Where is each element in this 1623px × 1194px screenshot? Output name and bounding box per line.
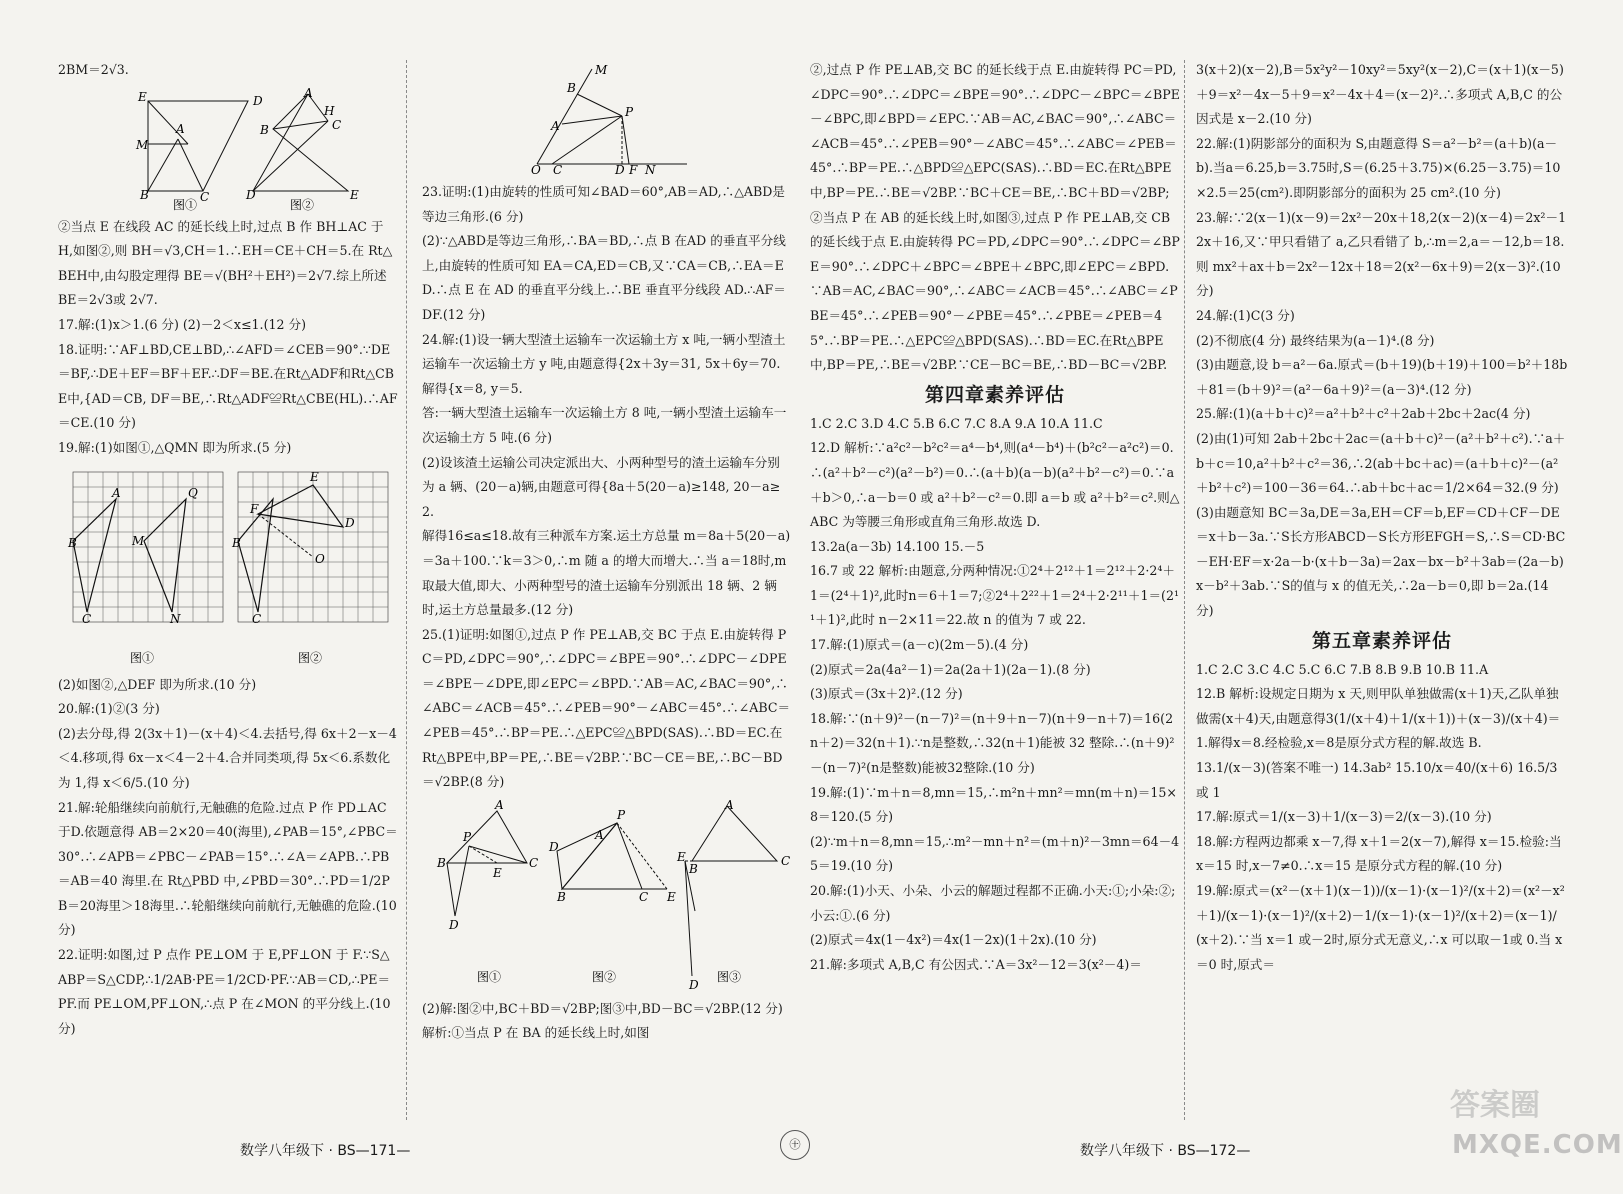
svg-text:D: D: [345, 515, 355, 530]
answer-text: 答:一辆大型渣土运输车一次运输土方 8 吨,一辆小型渣土运输车一次运输土方 5 吨.(6 分): [422, 405, 787, 445]
svg-text:B: B: [567, 81, 576, 95]
svg-text:C: C: [200, 189, 210, 204]
column-1: [58, 58, 398, 1128]
svg-text:N: N: [645, 163, 656, 177]
answer-text: 解得{x＝8, y＝5.: [422, 380, 523, 396]
svg-text:A: A: [595, 827, 604, 842]
answer-text: 21.解:多项式 A,B,C 有公因式.∵A＝3x²－12＝3(x²－4)＝: [810, 956, 1142, 972]
svg-text:N: N: [170, 611, 181, 626]
svg-text:M: M: [595, 63, 608, 77]
watermark-logo: 答案圈: [1450, 1088, 1540, 1123]
column-4: [1196, 58, 1568, 1128]
svg-text:C: C: [781, 853, 791, 868]
watermark-url: MXQE.COM: [1452, 1130, 1623, 1160]
grid-figure: [68, 467, 388, 667]
answer-text: 20.解:(1)小天、小朵、小云的解题过程都不正确.小天:①;小朵:②;小云:①.(6 分): [810, 883, 1176, 923]
svg-text:A: A: [304, 85, 313, 100]
answer-text: 3(x＋2)(x－2),B＝5x²y²－10xy²＝5xy²(x－2),C＝(x＋1)(x－5)＋9＝x²－4x－5＋9＝x²－4x＋4＝(x－2)².∴多项式 A,B,C 的公因式是 x－2.(10 分): [1196, 62, 1564, 127]
triangle-figures: [427, 797, 791, 992]
svg-text:M: M: [132, 533, 145, 548]
answer-text: 13.2a(a－3b) 14.100 15.－5: [810, 538, 985, 554]
answer-text: 23.解:∵2(x－1)(x－9)＝2x²－20x＋18,2(x－2)(x－4)＝2x²－12x＋16,又∵甲只看错了 a,乙只看错了 b,∴m＝2,a＝－12,b＝18.则 mx²＋ax＋b＝2x²－12x＋18＝2(x²－6x＋9)＝2(x－3)².(10 分): [1196, 209, 1567, 299]
answer-text: 19.解:原式＝(x²－(x＋1)(x－1))/(x－1)·(x－1)²/(x＋2)＝(x²－x²＋1)/(x－1)·(x－1)²/(x＋2)－1/(x－1)·(x－1)²/(x＋2)＝(x－1)/(x＋2).∵当 x＝1 或－2时,原分式无意义,∴x 可以取－1或 0.当 x＝0 时,原式＝: [1196, 883, 1565, 972]
answer-text: 18.证明:∵AF⊥BD,CE⊥BD,∴∠AFD＝∠CEB＝90°.∵DE＝BF,∴DE＋EF＝BF＋EF.∴DF＝BE.在Rt△ADF和Rt△CBE中,{AD＝CB, DF＝BE,∴Rt△ADF≌Rt△CBE(HL).∴AF＝CE.(10 分): [58, 341, 398, 431]
figure-caption: 图②: [298, 650, 323, 665]
answer-text: 22.解:(1)阴影部分的面积为 S,由题意得 S＝a²－b²＝(a＋b)(a－b).当a＝6.25,b＝3.75时,S＝(6.25＋3.75)×(6.25－3.75)＝10×2.5＝25(cm²).即阴影部分的面积为 25 cm².(10 分): [1196, 135, 1561, 200]
svg-text:B: B: [689, 861, 698, 876]
column-divider: [406, 60, 407, 1120]
svg-text:B: B: [557, 889, 566, 904]
answer-text: 13.1/(x－3)(答案不唯一) 14.3ab² 15.10/x＝40/(x＋6) 16.5/3或 1: [1196, 760, 1558, 800]
svg-text:A: A: [176, 121, 185, 136]
geometry-figure-1: [78, 85, 378, 212]
answer-text: 25.解:(1)(a＋b＋c)²＝a²＋b²＋c²＋2ab＋2bc＋2ac(4 分): [1196, 406, 1531, 422]
svg-text:E: E: [138, 89, 147, 104]
svg-text:A: A: [725, 797, 734, 812]
svg-text:F: F: [629, 163, 638, 177]
answer-text: 24.解:(1)设一辆大型渣土运输车一次运输土方 x 吨,一辆小型渣土运输车一次运输土方 y 吨,由题意得{2x＋3y＝31, 5x＋6y＝70.: [422, 331, 786, 372]
answer-text: (3)原式＝(3x＋2)².(12 分): [810, 686, 963, 702]
angle-figure: [517, 63, 697, 177]
svg-text:D: D: [615, 163, 625, 177]
answer-text: (2)如图②,△DEF 即为所求.(10 分): [58, 676, 257, 692]
answer-text: (3)由题意,设 b＝a²－6a.原式＝(b＋19)(b＋19)＋100＝b²＋18b＋81＝(b＋9)²＝(a²－6a＋9)²＝(a－3)⁴.(12 分): [1196, 357, 1568, 397]
answer-text: (2)原式＝4x(1－4x²)＝4x(1－2x)(1＋2x).(10 分): [810, 932, 1097, 948]
answer-text: (2)∵m＋n＝8,mn＝15,∴m²－mn＋n²＝(m＋n)²－3mn＝64－45＝19.(10 分): [810, 833, 1180, 874]
answer-text: 17.解:原式＝1/(x－3)＋1/(x－3)＝2/(x－3).(10 分): [1196, 809, 1492, 825]
svg-text:A: A: [551, 119, 560, 133]
answer-text: ②当点 E 在线段 AC 的延长线上时,过点 B 作 BH⊥AC 于 H,如图②,则 BH＝√3,CH＝1.∴EH＝CE＋CH＝5.在 Rt△BEH中,由勾股定理得 BE＝√(BH²＋EH²)＝2√7.综上所述 BE＝2√3或 2√7.: [58, 218, 393, 308]
svg-text:E: E: [310, 469, 319, 484]
svg-text:C: C: [553, 163, 563, 177]
column-divider: [1184, 60, 1185, 1120]
answer-text: (2)设该渣土运输公司决定派出大、小两种型号的渣土运输车分别为 a 辆、(20－a)辆,由题意可得{8a＋5(20－a)≥148, 20－a≥2.: [422, 454, 781, 519]
svg-text:H: H: [324, 103, 335, 118]
svg-text:Q: Q: [188, 485, 198, 500]
svg-text:F: F: [250, 501, 259, 516]
answer-text: 22.证明:如图,过 P 点作 PE⊥OM 于 E,PF⊥ON 于 F.∵S△ABP＝S△CDP,∴1/2AB·PE＝1/2CD·PF.∵AB＝CD,∴PE＝PF.而 PE⊥OM,PF⊥ON,∴点 P 在∠MON 的平分线上.(10 分): [58, 947, 391, 1036]
svg-text:D: D: [253, 93, 263, 108]
svg-text:E: E: [493, 865, 502, 880]
svg-text:D: D: [549, 839, 559, 854]
answer-text: 17.解:(1)原式＝(a－c)(2m－5).(4 分): [810, 637, 1029, 653]
answer-text: (2)去分母,得 2(3x＋1)－(x＋4)＜4.去括号,得 6x＋2－x－4＜4.移项,得 6x－x＜4－2＋4.合并同类项,得 5x＜6.系数化为 1,得 x＜6/5.(10 分): [58, 725, 397, 790]
answer-text: 19.解:(1)如图①,△QMN 即为所求.(5 分): [58, 439, 292, 455]
figure-caption: 图①: [130, 650, 155, 665]
svg-text:P: P: [463, 829, 472, 844]
svg-text:P: P: [617, 807, 626, 822]
page-mark: ㊉: [780, 1130, 810, 1160]
svg-text:E: E: [667, 889, 676, 904]
footer-right-page-number: 数学八年级下 · BS—172—: [1080, 1143, 1251, 1159]
answer-text: 18.解:方程两边都乘 x－7,得 x＋1＝2(x－7),解得 x＝15.检验:当 x＝15 时,x－7≠0.∴x＝15 是原分式方程的解.(10 分): [1196, 833, 1562, 874]
svg-text:C: C: [332, 117, 342, 132]
answer-text: 12.B 解析:设规定日期为 x 天,则甲队单独做需(x＋1)天,乙队单独做需(x＋4)天,由题意得3(1/(x＋4)＋1/(x＋1))＋(x－3)/(x＋4)＝1.解得x＝8.经检验,x＝8是原分式方程的解.故选 B.: [1196, 686, 1561, 751]
svg-text:P: P: [625, 105, 634, 119]
svg-text:B: B: [232, 535, 241, 550]
section-title: 第五章素养评估: [1311, 629, 1452, 652]
answer-text: (2)不彻底(4 分) 最终结果为(a－1)⁴.(8 分): [1196, 332, 1435, 348]
answer-text: 1.C 2.C 3.C 4.C 5.C 6.C 7.B 8.B 9.B 10.B 11.A: [1196, 661, 1489, 677]
answer-text: (2)由(1)可知 2ab＋2bc＋2ac＝(a＋b＋c)²－(a²＋b²＋c²).∵a＋b＋c＝10,a²＋b²＋c²＝36,∴2(ab＋bc＋ac)＝(a＋b＋c)²－(a²＋b²＋c²)＝100－36＝64.∴ab＋bc＋ac＝1/2×64＝32.(9 分): [1196, 430, 1566, 496]
answer-text: 2BM＝2√3.: [58, 62, 129, 77]
answer-text: 25.(1)证明:如图①,过点 P 作 PE⊥AB,交 BC 于点 E.由旋转得 PC＝PD,∠DPC＝90°,∴∠DPC＝∠BPE＝90°.∴∠DPC－∠DPE＝∠BPE－∠DPE,即∠EPC＝∠BPD.∵AB＝AC,∠BAC＝90°,∴∠ABC＝∠ACB＝45°.∴∠PEB＝90°－∠ABC＝45°.∴∠ABC＝∠PEB＝45°.∴BP＝PE.∴△EPC≌△BPD(SAS).∴BD＝EC.在 Rt△BPE中,BP＝PE,∴BE＝√2BP.∵BC－CE＝BE,∴BC－BD＝√2BP.(8 分): [422, 626, 791, 790]
svg-text:M: M: [136, 137, 149, 152]
svg-text:B: B: [140, 187, 149, 202]
column-2: [422, 58, 792, 1128]
figure-caption: 图①: [173, 197, 198, 212]
answer-text: 18.解:∵(n＋9)²－(n－7)²＝(n＋9＋n－7)(n＋9－n＋7)＝16(2n＋2)＝32(n＋1).∵n是整数,∴32(n＋1)能被 32 整除.∴(n＋9)²－(n－7)²(n是整数)能被32整除.(10 分): [810, 710, 1175, 776]
answer-text: (2)解:图②中,BC＋BD＝√2BP;图③中,BD－BC＝√2BP.(12 分) 解析:①当点 P 在 BA 的延长线上时,如图: [422, 1000, 783, 1041]
figure-caption: 图③: [717, 969, 742, 984]
svg-text:B: B: [68, 535, 77, 550]
answer-text: 1.C 2.C 3.D 4.C 5.B 6.C 7.C 8.A 9.A 10.A 11.C: [810, 415, 1103, 431]
figure-caption: 图②: [290, 197, 315, 212]
svg-text:O: O: [315, 551, 325, 566]
answer-text: (2)原式＝2a(4a²－1)＝2a(2a＋1)(2a－1).(8 分): [810, 661, 1091, 677]
answer-text: 19.解:(1)∵m＋n＝8,mn＝15,∴m²n＋mn²＝mn(m＋n)＝15×8＝120.(5 分): [810, 784, 1177, 825]
footer-left-page-number: 数学八年级下 · BS—171—: [240, 1143, 411, 1159]
answer-text: (3)由题意知 BC＝3a,DE＝3a,EH＝CF＝b,EF＝CD＋CF－DE＝x＋b－3a.∵S长方形ABCD－S长方形EFGH＝S,∴S＝CD·BC－EH·EF＝x·2a－b·(x＋b－3a)＝2ax－bx－b²＋3ab＝(2a－b)x－b²＋3ab.∵S的值与 x 的值无关,∴2a－b＝0,即 b＝2a.(14 分): [1196, 504, 1566, 619]
svg-text:A: A: [495, 797, 504, 812]
svg-text:A: A: [112, 485, 121, 500]
svg-text:E: E: [677, 849, 686, 864]
svg-text:E: E: [350, 187, 359, 202]
svg-text:D: D: [449, 917, 459, 932]
svg-text:B: B: [437, 855, 446, 870]
answer-text: 解得16≤a≤18.故有三种派车方案.运土方总量 m＝8a＋5(20－a)＝3a＋100.∵k＝3＞0,∴m 随 a 的增大而增大.∴当 a＝18时,m 取最大值,即大、小两种型号的渣土运输车分别派出 18 辆、2 辆时,运土方总量最多.(12 分): [422, 528, 791, 618]
svg-text:C: C: [639, 889, 649, 904]
answer-text: 23.证明:(1)由旋转的性质可知∠BAD＝60°,AB＝AD,∴△ABD是等边三角形.(6 分): [422, 184, 785, 224]
figure-caption: 图①: [477, 969, 502, 984]
svg-text:C: C: [82, 611, 92, 626]
svg-text:C: C: [252, 611, 262, 626]
svg-text:O: O: [531, 163, 541, 177]
answer-text: ②,过点 P 作 PE⊥AB,交 BC 的延长线于点 E.由旋转得 PC＝PD,∠DPC＝90°.∴∠DPC＝∠BPE＝90°.∴∠DPC－∠BPC＝∠BPE－∠BPC,即∠BPD＝∠EPC.∵AB＝AC,∠BAC＝90°,∴∠ABC＝∠ACB＝45°.∴∠PEB＝90°－∠ABC＝45°.∴∠ABC＝∠PEB＝45°.∴BP＝PE.∴△BPD≌△EPC(SAS).∴BD＝EC.在Rt△BPE中,BP＝PE.∴BE＝√2BP.∵BC＋CE＝BE,∴BC＋BD＝√2BP;②当点 P 在 AB 的延长线上时,如图③,过点 P 作 PE⊥AB,交 CB 的延长线于点 E.由旋转得 PC＝PD,∠DPC＝90°.∴∠DPC＝∠BPE＝90°.∴∠DPC＋∠BPC＝∠BPE＋∠BPC,即∠EPC＝∠BPD.∵AB＝AC,∠BAC＝90°,∴∠ABC＝∠ACB＝45°.∴∠ABC＝∠PBE＝45°.∴∠PEB＝90°－∠PBE＝45°.∴∠PBE＝∠PEB＝45°.∴BP＝PE.∴△EPC≌△BPD(SAS).∴BD＝EC.在Rt△BPE中,BP＝PE,∴BE＝√2BP.∵CE－BC＝BE,∴BD－BC＝√2BP.: [810, 62, 1180, 373]
answer-text: (2)∵△ABD是等边三角形,∴BA＝BD,∴点 B 在AD 的垂直平分线上,由旋转的性质可知 EA＝CA,ED＝CB,又∵CA＝CB,∴EA＝ED.∴点 E 在 AD 的垂直平分线上.∴BE 垂直平分线段 AD.∴AF＝DF.(12 分): [422, 233, 786, 322]
answer-text: 21.解:轮船继续向前航行,无触礁的危险.过点 P 作 PD⊥AC 于D.依题意得 AB＝2×20＝40(海里),∠PAB＝15°,∠PBC＝30°.∴∠APB＝∠PBC－∠PAB＝15°.∴∠A＝∠APB.∴PB＝AB＝40 海里.在 Rt△PBD 中,∠PBD＝30°.∴PD＝1/2PB＝20海里＞18海里.∴轮船继续向前航行,无触礁的危险.(10 分): [58, 799, 398, 938]
svg-text:D: D: [689, 977, 699, 992]
answer-text: 24.解:(1)C(3 分): [1196, 307, 1295, 323]
svg-text:C: C: [529, 855, 539, 870]
column-3: [810, 58, 1180, 1128]
answer-text: 20.解:(1)②(3 分): [58, 701, 160, 717]
answer-text: 17.解:(1)x＞1.(6 分) (2)－2＜x≤1.(12 分): [58, 316, 307, 332]
figure-caption: 图②: [592, 969, 617, 984]
svg-text:B: B: [260, 122, 269, 137]
answer-text: 12.D 解析:∵a²c²－b²c²＝a⁴－b⁴,则(a⁴－b⁴)＋(b²c²－a²c²)＝0.∴(a²＋b²－c²)(a²－b²)＝0.∴(a＋b)(a－b)(a²＋b²－c²)＝0.∵a＋b＞0,∴a－b＝0 或 a²＋b²－c²＝0.即 a＝b 或 a²＋b²＝c².则△ABC 为等腰三角形或直角三角形.故选 D.: [810, 440, 1180, 530]
section-title: 第四章素养评估: [924, 383, 1065, 406]
answer-text: 16.7 或 22 解析:由题意,分两种情况:①2⁴＋2¹²＋1＝2¹²＋2·2⁴＋1＝(2⁴＋1)²,此时n＝6＋1＝7;②2⁴＋2²²＋1＝2⁴＋2·2¹¹＋1＝(2¹¹＋1)²,此时 n－2×11＝22.故 n 的值为 7 或 22.: [810, 563, 1180, 628]
svg-text:D: D: [246, 187, 256, 202]
